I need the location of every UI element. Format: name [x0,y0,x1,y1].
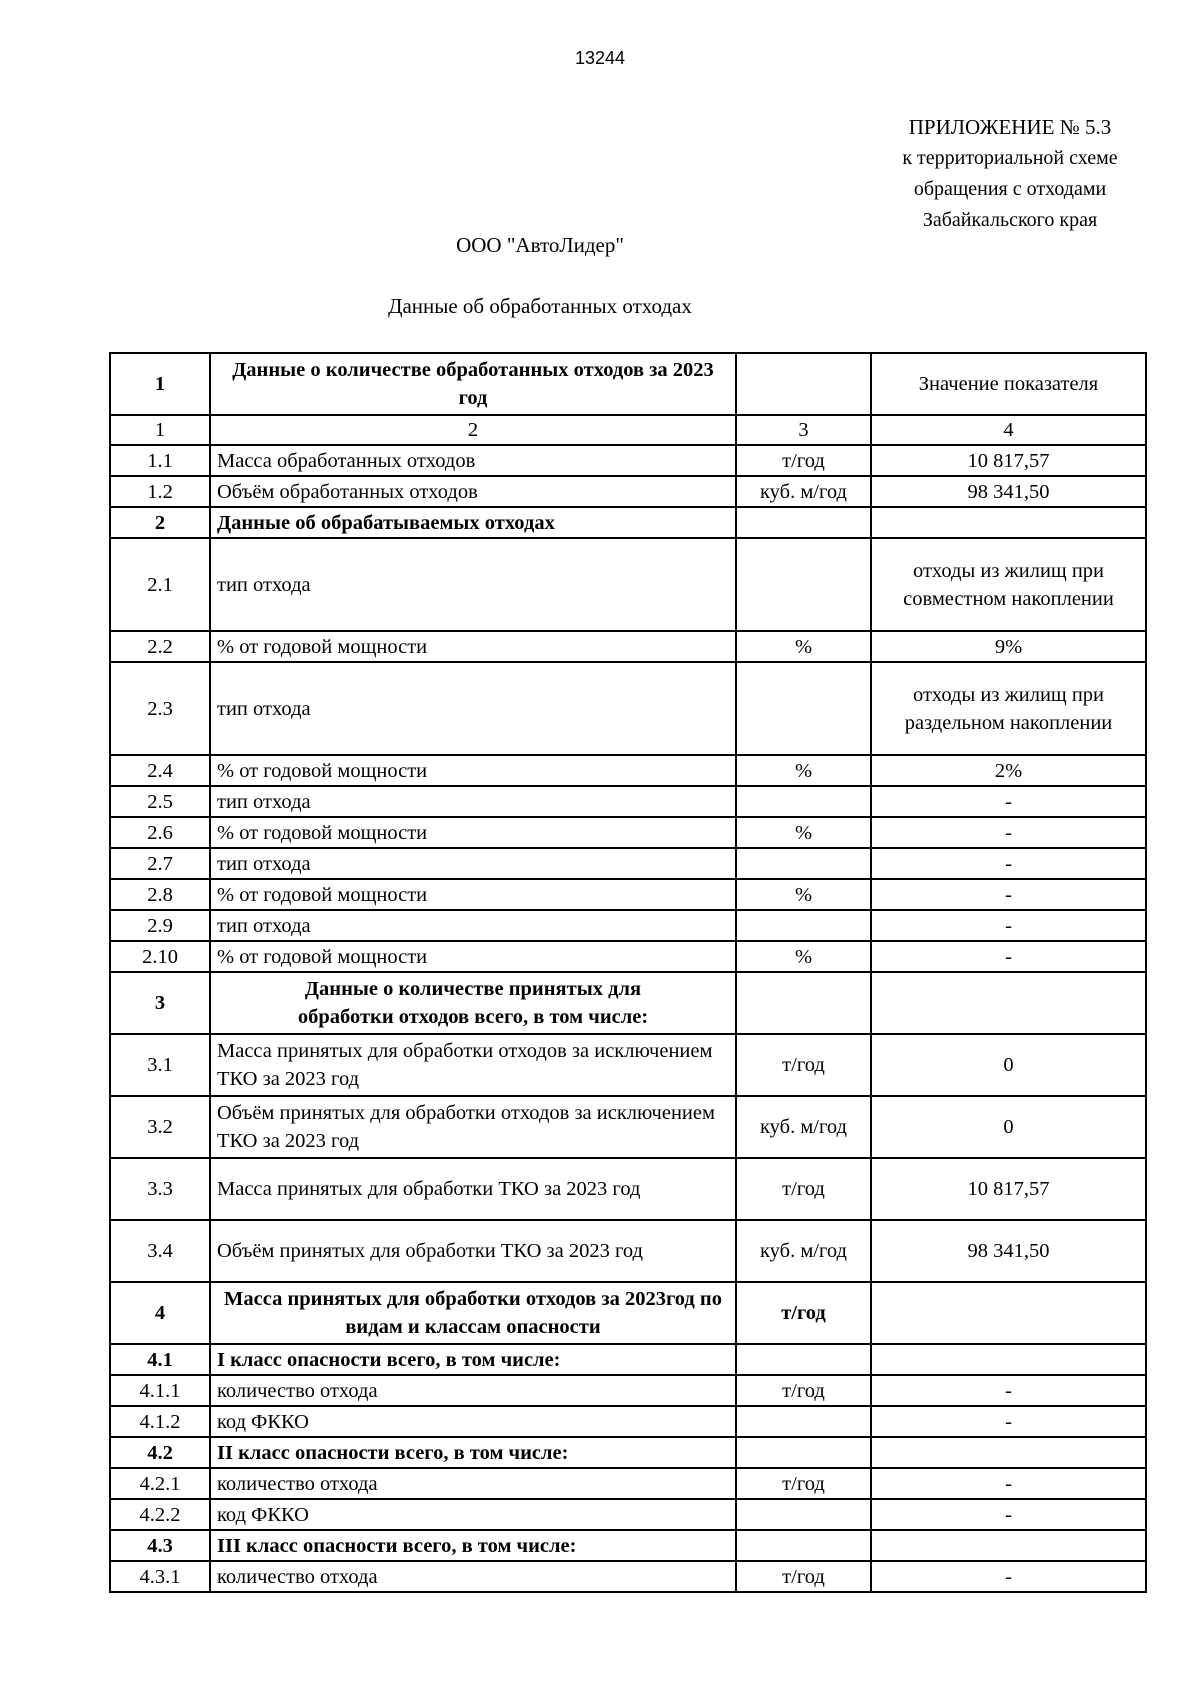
table-section-row [110,507,1146,538]
row-value: - [871,910,1146,941]
company-name: ООО "АвтоЛидер" [456,233,624,257]
row-num: 3 [110,972,210,1034]
row-name: Масса принятых для обработки отходов за исключением ТКО за 2023 год [210,1034,736,1096]
row-unit: % [736,941,871,972]
table-row [110,538,1146,631]
row-name: Масса обработанных отходов [210,445,736,476]
row-name: Масса принятых для обработки отходов за 2023год по видам и классам опасности [210,1282,736,1344]
row-unit [736,662,871,755]
table-row [110,1561,1146,1592]
waste-data-table [109,352,1147,1593]
table-row [110,817,1146,848]
row-value [871,972,1146,1034]
row-value [871,1437,1146,1468]
table-row [110,1406,1146,1437]
row-num: 2.6 [110,817,210,848]
row-num: 4.1.1 [110,1375,210,1406]
row-name: % от годовой мощности [210,817,736,848]
table-section-row [110,1282,1146,1344]
table-row [110,1499,1146,1530]
appendix-line-1: к территориальной схеме [902,147,1118,169]
table-row [110,786,1146,817]
column-number: 2 [210,415,736,445]
table-row [110,1034,1146,1096]
row-num: 2 [110,507,210,538]
row-num: 3.1 [110,1034,210,1096]
row-value: - [871,879,1146,910]
row-value: - [871,786,1146,817]
row-unit [736,1499,871,1530]
row-num: 2.8 [110,879,210,910]
row-value: 0 [871,1034,1146,1096]
row-unit: куб. м/год [736,1220,871,1282]
row-num: 2.3 [110,662,210,755]
row-name: количество отхода [210,1561,736,1592]
row-num: 4.3.1 [110,1561,210,1592]
row-name: % от годовой мощности [210,631,736,662]
row-value [871,1282,1146,1344]
row-num: 4.1.2 [110,1406,210,1437]
row-num: 2.1 [110,538,210,631]
row-num: 4.2.1 [110,1468,210,1499]
row-num: 3.2 [110,1096,210,1158]
row-name: Данные об обрабатываемых отходах [210,507,736,538]
row-value: - [871,1375,1146,1406]
row-unit: т/год [736,1468,871,1499]
row-unit: % [736,755,871,786]
row-value: - [871,941,1146,972]
row-unit [736,848,871,879]
table-row [110,879,1146,910]
column-number: 4 [871,415,1146,445]
row-name: II класс опасности всего, в том числе: [210,1437,736,1468]
row-value: - [871,848,1146,879]
table-row [110,1375,1146,1406]
row-unit: т/год [736,1282,871,1344]
row-unit: % [736,817,871,848]
row-unit [736,538,871,631]
row-name: I класс опасности всего, в том числе: [210,1344,736,1375]
row-unit [736,507,871,538]
table-row [110,848,1146,879]
table-row [110,1220,1146,1282]
row-name: тип отхода [210,910,736,941]
table-row [110,1096,1146,1158]
row-num: 2.10 [110,941,210,972]
appendix-block [860,112,1160,236]
table-row [110,476,1146,507]
row-unit: куб. м/год [736,476,871,507]
header-unit [736,353,871,415]
row-name: % от годовой мощности [210,879,736,910]
row-unit: куб. м/год [736,1096,871,1158]
table-subsection-row [110,1344,1146,1375]
header-value: Значение показателя [871,353,1146,415]
row-name: % от годовой мощности [210,755,736,786]
page-number: 13244 [574,48,626,68]
row-num: 2.9 [110,910,210,941]
row-value: 10 817,57 [871,445,1146,476]
row-name: количество отхода [210,1375,736,1406]
row-value: - [871,1499,1146,1530]
appendix-heading: ПРИЛОЖЕНИЕ № 5.3 [908,115,1112,139]
row-value: отходы из жилищ при раздельном накоплении [871,662,1146,755]
row-name: % от годовой мощности [210,941,736,972]
row-name: Объём принятых для обработки отходов за исключением ТКО за 2023 год [210,1096,736,1158]
row-unit: % [736,879,871,910]
table-row [110,1468,1146,1499]
row-unit: т/год [736,1375,871,1406]
row-num: 4.2.2 [110,1499,210,1530]
column-number: 1 [110,415,210,445]
row-value [871,1530,1146,1561]
row-value [871,1344,1146,1375]
row-num: 1.2 [110,476,210,507]
row-value: - [871,1468,1146,1499]
appendix-line-2: обращения с отходами [913,178,1107,200]
row-unit: т/год [736,445,871,476]
table-subsection-row [110,1530,1146,1561]
row-unit [736,1344,871,1375]
row-num: 4.2 [110,1437,210,1468]
row-unit: % [736,631,871,662]
row-value [871,507,1146,538]
row-unit [736,1406,871,1437]
row-unit: т/год [736,1034,871,1096]
header-num: 1 [110,353,210,415]
table-header-row [110,353,1146,415]
row-unit [736,910,871,941]
row-value: 10 817,57 [871,1158,1146,1220]
document-title: Данные об обработанных отходах [388,294,692,318]
row-value: 2% [871,755,1146,786]
row-unit: т/год [736,1561,871,1592]
table-section-row [110,972,1146,1034]
row-unit [736,972,871,1034]
row-name: тип отхода [210,538,736,631]
header-name: Данные о количестве обработанных отходов за 2023 год [210,353,736,415]
row-value: 98 341,50 [871,476,1146,507]
row-num: 2.5 [110,786,210,817]
row-name: количество отхода [210,1468,736,1499]
row-num: 3.4 [110,1220,210,1282]
row-unit [736,1437,871,1468]
row-value: отходы из жилищ при совместном накоплении [871,538,1146,631]
appendix-line-3: Забайкальского края [922,209,1098,231]
row-unit: т/год [736,1158,871,1220]
row-unit [736,786,871,817]
row-name: тип отхода [210,662,736,755]
row-name: тип отхода [210,786,736,817]
row-name: Объём принятых для обработки ТКО за 2023 год [210,1220,736,1282]
table-subsection-row [110,1437,1146,1468]
row-name: тип отхода [210,848,736,879]
row-name: Масса принятых для обработки ТКО за 2023 год [210,1158,736,1220]
row-value: 9% [871,631,1146,662]
row-num: 2.4 [110,755,210,786]
column-number: 3 [736,415,871,445]
row-value: 98 341,50 [871,1220,1146,1282]
table-row [110,941,1146,972]
row-name: Данные о количестве принятых для обработки отходов всего, в том числе: [210,972,736,1034]
table-row [110,631,1146,662]
row-name: III класс опасности всего, в том числе: [210,1530,736,1561]
row-unit [736,1530,871,1561]
row-num: 2.7 [110,848,210,879]
row-value: - [871,1406,1146,1437]
row-value: - [871,1561,1146,1592]
table-row [110,755,1146,786]
row-num: 4.1 [110,1344,210,1375]
row-name: Объём обработанных отходов [210,476,736,507]
table-row [110,445,1146,476]
row-num: 3.3 [110,1158,210,1220]
row-value: - [871,817,1146,848]
row-num: 4 [110,1282,210,1344]
row-num: 2.2 [110,631,210,662]
table-row [110,662,1146,755]
column-numbers-row [110,415,1146,445]
row-name: код ФККО [210,1499,736,1530]
row-value: 0 [871,1096,1146,1158]
row-num: 1.1 [110,445,210,476]
row-name: код ФККО [210,1406,736,1437]
row-num: 4.3 [110,1530,210,1561]
table-row [110,1158,1146,1220]
table-row [110,910,1146,941]
